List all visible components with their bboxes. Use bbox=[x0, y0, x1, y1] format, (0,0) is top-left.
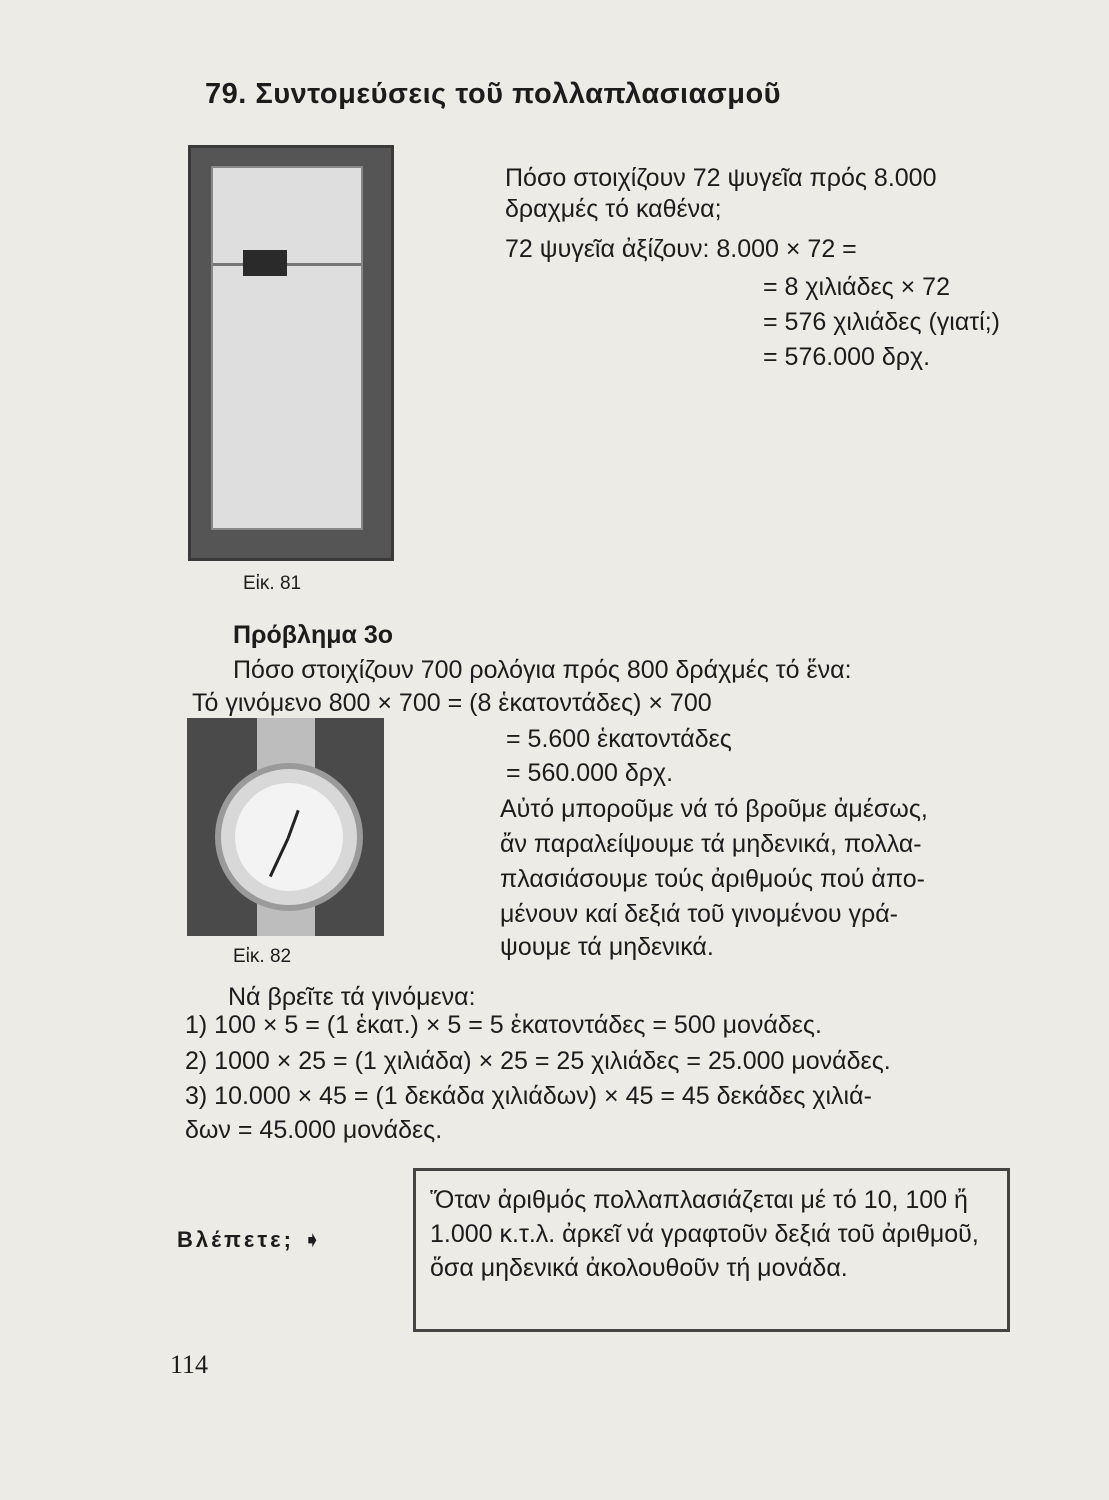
page-number: 114 bbox=[170, 1350, 209, 1379]
fridge-problem-line-2: δραχμές τό καθένα; bbox=[505, 195, 722, 223]
problem-3-line-5: Αὐτό μποροῦμε νά τό βροῦμε ἀμέσως, bbox=[500, 795, 928, 823]
section-heading: 79. Συντομεύσεις τοῦ πολλαπλασιασμοῦ bbox=[205, 78, 782, 110]
problem-3-line-8: μένουν καί δεξιά τοῦ γινομένου γρά- bbox=[500, 900, 898, 928]
fridge-door bbox=[211, 166, 363, 530]
problem-3-line-1: Πόσο στοιχίζουν 700 ρολόγια πρός 800 δράχμές τό ἕνα: bbox=[233, 656, 852, 684]
rule-text: Ὅταν ἀριθμός πολλαπλασιάζεται μέ τό 10, 100 ἤ 1.000 κ.τ.λ. ἀρκεῖ νά γραφτοῦν δεξιά τοῦ ἀριθμοῦ, ὅσα μηδενικά ἀκολουθοῦν τή μονάδα. bbox=[430, 1186, 979, 1282]
problem-3-line-3: = 5.600 ἑκατοντάδες bbox=[506, 725, 732, 753]
problem-3-line-7: πλασιάσουμε τούς ἀριθμούς πού ἀπο- bbox=[500, 865, 925, 893]
figure-82-caption: Εἰκ. 82 bbox=[233, 946, 292, 967]
exercise-item-1: 1) 100 × 5 = (1 ἑκατ.) × 5 = 5 ἑκατοντάδες = 500 μονάδες. bbox=[185, 1011, 822, 1039]
exercise-item-3-continued: δων = 45.000 μονάδες. bbox=[185, 1116, 443, 1144]
rule-box bbox=[413, 1168, 1010, 1332]
hour-hand bbox=[287, 810, 300, 839]
fridge-problem-line-1: Πόσο στοιχίζουν 72 ψυγεῖα πρός 8.000 bbox=[505, 164, 937, 192]
fridge-handle bbox=[243, 250, 287, 276]
clock-face-icon bbox=[235, 783, 343, 891]
exercise-item-2: 2) 1000 × 25 = (1 χιλιάδα) × 25 = 25 χιλιάδες = 25.000 μονάδες. bbox=[185, 1047, 891, 1075]
figure-81-caption: Εἰκ. 81 bbox=[243, 573, 302, 594]
problem-3-line-4: = 560.000 δρχ. bbox=[506, 759, 674, 787]
problem-3-line-2: Τό γινόμενο 800 × 700 = (8 ἑκατοντάδες) × 700 bbox=[192, 689, 712, 717]
exercise-intro: Νά βρεῖτε τά γινόμενα: bbox=[228, 983, 476, 1011]
fridge-calc-line-3: = 576 χιλιάδες (γιατί;) bbox=[763, 308, 1000, 336]
wristwatch-image bbox=[187, 718, 384, 936]
problem-3-title: Πρόβλημα 3ο bbox=[233, 621, 394, 649]
fridge-calc-line-2: = 8 χιλιάδες × 72 bbox=[763, 273, 950, 301]
fridge-calc-line-1: 72 ψυγεῖα ἀξίζουν: 8.000 × 72 = bbox=[505, 235, 857, 263]
problem-3-line-6: ἄν παραλείψουμε τά μηδενικά, πολλα- bbox=[500, 830, 922, 858]
see-label: Βλέπετε; ➧ bbox=[177, 1227, 325, 1252]
minute-hand bbox=[269, 838, 289, 877]
refrigerator-image bbox=[188, 145, 394, 561]
problem-3-line-9: ψουμε τά μηδενικά. bbox=[500, 933, 714, 961]
fridge-calc-line-4: = 576.000 δρχ. bbox=[763, 343, 931, 371]
watch-case bbox=[215, 763, 363, 911]
exercise-item-3: 3) 10.000 × 45 = (1 δεκάδα χιλιάδων) × 45 = 45 δεκάδες χιλιά- bbox=[185, 1082, 872, 1110]
